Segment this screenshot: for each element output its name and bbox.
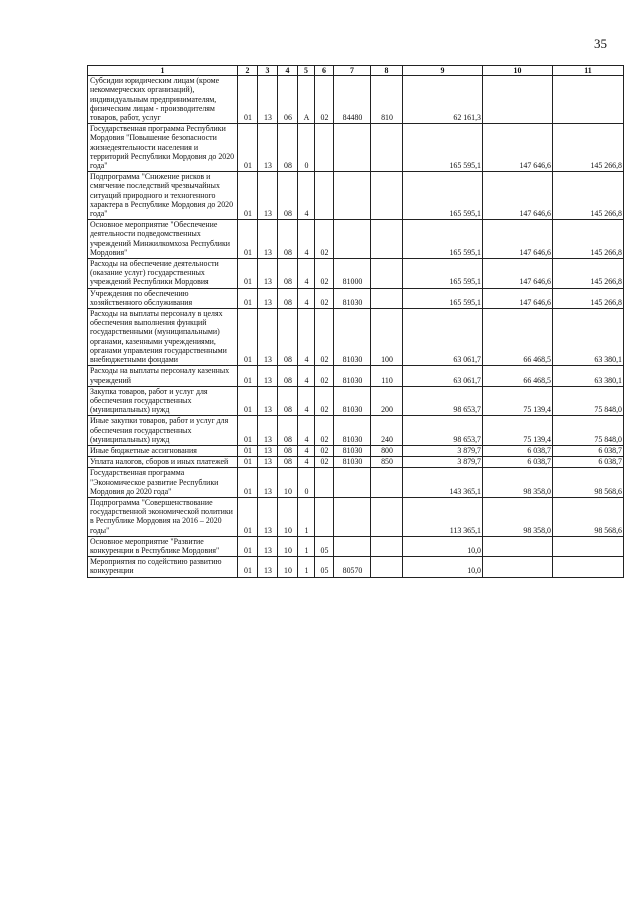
row-value-cell: 13 xyxy=(258,76,278,124)
row-value-cell: 63 061,7 xyxy=(403,309,483,366)
row-value-cell: 13 xyxy=(258,309,278,366)
row-value-cell: 13 xyxy=(258,124,278,172)
table-row xyxy=(88,172,624,220)
row-value-cell: 13 xyxy=(258,288,278,308)
row-value-cell: 145 266,8 xyxy=(553,220,624,259)
row-value-cell: 200 xyxy=(371,386,403,416)
row-value-cell xyxy=(371,497,403,536)
row-value-cell xyxy=(483,536,553,556)
table-row xyxy=(88,220,624,259)
row-value-cell: 13 xyxy=(258,457,278,468)
row-value-cell: 01 xyxy=(238,76,258,124)
row-name-cell: Подпрограмма "Снижение рисков и смягчение последствий чрезвычайных ситуаций природного и техногенного характера в Республике Мордовия до 2020 года" xyxy=(88,172,238,220)
row-value-cell: 98 358,0 xyxy=(483,468,553,498)
row-value-cell: 01 xyxy=(238,309,258,366)
row-value-cell xyxy=(483,76,553,124)
row-value-cell: 66 468,5 xyxy=(483,309,553,366)
row-value-cell xyxy=(334,468,371,498)
row-value-cell xyxy=(553,536,624,556)
row-value-cell: 01 xyxy=(238,445,258,456)
row-value-cell: А xyxy=(298,76,315,124)
row-value-cell: 81030 xyxy=(334,457,371,468)
row-value-cell: 3 879,7 xyxy=(403,445,483,456)
row-value-cell: 08 xyxy=(278,445,298,456)
row-value-cell: 147 646,6 xyxy=(483,259,553,289)
row-value-cell: 08 xyxy=(278,288,298,308)
row-name-cell: Учреждения по обеспечению хозяйственного обслуживания xyxy=(88,288,238,308)
row-value-cell: 08 xyxy=(278,172,298,220)
row-value-cell: 0 xyxy=(298,124,315,172)
row-value-cell: 800 xyxy=(371,445,403,456)
row-value-cell xyxy=(315,468,334,498)
row-name-cell: Основное мероприятие "Развитие конкуренции в Республике Мордовия" xyxy=(88,536,238,556)
row-value-cell: 165 595,1 xyxy=(403,288,483,308)
row-value-cell xyxy=(334,220,371,259)
row-value-cell: 01 xyxy=(238,416,258,446)
row-value-cell: 02 xyxy=(315,259,334,289)
row-value-cell: 1 xyxy=(298,497,315,536)
table-row xyxy=(88,536,624,556)
row-value-cell: 62 161,3 xyxy=(403,76,483,124)
row-value-cell: 08 xyxy=(278,124,298,172)
row-name-cell: Субсидии юридическим лицам (кроме некоммерческих организаций), индивидуальным предпринимателям, физическим лицам - производителям товаров, работ, услуг xyxy=(88,76,238,124)
row-value-cell: 13 xyxy=(258,386,278,416)
column-header: 5 xyxy=(298,66,315,76)
table-row xyxy=(88,416,624,446)
row-value-cell: 02 xyxy=(315,76,334,124)
row-value-cell xyxy=(371,288,403,308)
row-value-cell: 4 xyxy=(298,259,315,289)
row-value-cell xyxy=(315,172,334,220)
row-value-cell: 02 xyxy=(315,457,334,468)
row-value-cell: 0 xyxy=(298,468,315,498)
column-header: 7 xyxy=(334,66,371,76)
row-value-cell: 145 266,8 xyxy=(553,172,624,220)
row-value-cell: 100 xyxy=(371,309,403,366)
row-value-cell: 165 595,1 xyxy=(403,124,483,172)
row-value-cell: 84480 xyxy=(334,76,371,124)
row-value-cell: 01 xyxy=(238,386,258,416)
row-value-cell: 01 xyxy=(238,366,258,386)
row-value-cell: 98 568,6 xyxy=(553,468,624,498)
row-value-cell: 01 xyxy=(238,259,258,289)
row-value-cell: 4 xyxy=(298,288,315,308)
row-value-cell: 165 595,1 xyxy=(403,259,483,289)
row-value-cell: 05 xyxy=(315,536,334,556)
row-value-cell: 4 xyxy=(298,172,315,220)
row-value-cell: 10,0 xyxy=(403,557,483,577)
row-value-cell: 113 365,1 xyxy=(403,497,483,536)
row-value-cell xyxy=(371,536,403,556)
row-value-cell: 75 139,4 xyxy=(483,416,553,446)
row-value-cell xyxy=(371,557,403,577)
row-value-cell: 66 468,5 xyxy=(483,366,553,386)
row-value-cell: 98 358,0 xyxy=(483,497,553,536)
row-value-cell: 1 xyxy=(298,536,315,556)
row-name-cell: Основное мероприятие "Обеспечение деятельности подведомственных учреждений Минжилкомхоза Республики Мордовия" xyxy=(88,220,238,259)
column-header: 6 xyxy=(315,66,334,76)
row-value-cell: 01 xyxy=(238,468,258,498)
row-value-cell: 3 879,7 xyxy=(403,457,483,468)
row-value-cell xyxy=(371,220,403,259)
row-value-cell: 6 038,7 xyxy=(483,457,553,468)
row-value-cell: 165 595,1 xyxy=(403,172,483,220)
column-header: 1 xyxy=(88,66,238,76)
row-value-cell: 240 xyxy=(371,416,403,446)
row-value-cell: 4 xyxy=(298,416,315,446)
row-value-cell: 08 xyxy=(278,386,298,416)
row-value-cell: 08 xyxy=(278,309,298,366)
row-value-cell: 145 266,8 xyxy=(553,288,624,308)
row-name-cell: Иные бюджетные ассигнования xyxy=(88,445,238,456)
row-value-cell: 08 xyxy=(278,457,298,468)
row-value-cell: 75 848,0 xyxy=(553,386,624,416)
row-value-cell xyxy=(483,557,553,577)
row-value-cell: 6 038,7 xyxy=(553,445,624,456)
row-name-cell: Уплата налогов, сборов и иных платежей xyxy=(88,457,238,468)
row-value-cell: 02 xyxy=(315,445,334,456)
budget-table xyxy=(87,65,624,578)
row-value-cell: 02 xyxy=(315,309,334,366)
row-value-cell: 145 266,8 xyxy=(553,124,624,172)
row-value-cell xyxy=(371,468,403,498)
row-value-cell: 4 xyxy=(298,220,315,259)
row-value-cell xyxy=(553,76,624,124)
row-value-cell: 165 595,1 xyxy=(403,220,483,259)
row-value-cell: 81030 xyxy=(334,445,371,456)
row-value-cell: 13 xyxy=(258,259,278,289)
row-value-cell: 13 xyxy=(258,172,278,220)
row-value-cell xyxy=(334,172,371,220)
row-value-cell: 143 365,1 xyxy=(403,468,483,498)
row-name-cell: Государственная программа Республики Мордовия "Повышение безопасности жизнедеятельности населения и территорий Республики Мордовия до 2020 года" xyxy=(88,124,238,172)
table-row xyxy=(88,76,624,124)
row-value-cell xyxy=(334,536,371,556)
row-value-cell: 81030 xyxy=(334,366,371,386)
table-body xyxy=(88,76,624,577)
row-value-cell xyxy=(315,124,334,172)
row-value-cell: 13 xyxy=(258,416,278,446)
column-header: 10 xyxy=(483,66,553,76)
column-header: 4 xyxy=(278,66,298,76)
row-value-cell: 4 xyxy=(298,445,315,456)
row-value-cell: 4 xyxy=(298,366,315,386)
row-value-cell: 06 xyxy=(278,76,298,124)
row-value-cell: 13 xyxy=(258,497,278,536)
row-value-cell: 13 xyxy=(258,557,278,577)
row-value-cell: 75 139,4 xyxy=(483,386,553,416)
column-header: 3 xyxy=(258,66,278,76)
row-value-cell: 4 xyxy=(298,309,315,366)
row-value-cell: 13 xyxy=(258,366,278,386)
column-header: 8 xyxy=(371,66,403,76)
table-row xyxy=(88,259,624,289)
row-name-cell: Расходы на выплаты персоналу казенных учреждений xyxy=(88,366,238,386)
row-value-cell: 147 646,6 xyxy=(483,124,553,172)
row-name-cell: Закупка товаров, работ и услуг для обеспечения государственных (муниципальных) нужд xyxy=(88,386,238,416)
row-value-cell: 81030 xyxy=(334,309,371,366)
row-value-cell: 145 266,8 xyxy=(553,259,624,289)
table-row xyxy=(88,468,624,498)
row-value-cell: 81030 xyxy=(334,288,371,308)
row-value-cell: 850 xyxy=(371,457,403,468)
row-value-cell: 4 xyxy=(298,386,315,416)
row-value-cell: 08 xyxy=(278,259,298,289)
row-value-cell: 63 380,1 xyxy=(553,366,624,386)
table-row xyxy=(88,445,624,456)
table-row xyxy=(88,497,624,536)
table-row xyxy=(88,386,624,416)
row-value-cell: 02 xyxy=(315,366,334,386)
page-number: 35 xyxy=(594,36,607,51)
row-value-cell xyxy=(334,497,371,536)
row-value-cell: 80570 xyxy=(334,557,371,577)
table-row xyxy=(88,557,624,577)
row-value-cell xyxy=(371,172,403,220)
row-value-cell xyxy=(553,557,624,577)
column-header: 11 xyxy=(553,66,624,76)
table-row xyxy=(88,366,624,386)
row-value-cell xyxy=(315,497,334,536)
row-value-cell: 147 646,6 xyxy=(483,220,553,259)
row-value-cell: 13 xyxy=(258,220,278,259)
row-value-cell: 10,0 xyxy=(403,536,483,556)
row-value-cell: 02 xyxy=(315,220,334,259)
row-value-cell: 98 568,6 xyxy=(553,497,624,536)
table-row xyxy=(88,288,624,308)
row-value-cell: 81030 xyxy=(334,386,371,416)
row-name-cell: Иные закупки товаров, работ и услуг для обеспечения государственных (муниципальных) нужд xyxy=(88,416,238,446)
row-value-cell: 98 653,7 xyxy=(403,386,483,416)
row-value-cell: 05 xyxy=(315,557,334,577)
row-value-cell: 10 xyxy=(278,557,298,577)
row-value-cell: 02 xyxy=(315,288,334,308)
row-value-cell: 02 xyxy=(315,416,334,446)
row-value-cell: 08 xyxy=(278,220,298,259)
row-value-cell: 98 653,7 xyxy=(403,416,483,446)
column-header: 2 xyxy=(238,66,258,76)
row-value-cell: 81000 xyxy=(334,259,371,289)
table-row xyxy=(88,457,624,468)
row-value-cell: 63 380,1 xyxy=(553,309,624,366)
row-value-cell: 10 xyxy=(278,536,298,556)
row-value-cell: 02 xyxy=(315,386,334,416)
row-value-cell: 4 xyxy=(298,457,315,468)
row-value-cell: 6 038,7 xyxy=(553,457,624,468)
row-value-cell: 6 038,7 xyxy=(483,445,553,456)
row-name-cell: Расходы на выплаты персоналу в целях обеспечения выполнения функций государственными (муниципальными) органами, казенными учреждениями, органами управления государственными внебюджетными фондами xyxy=(88,309,238,366)
row-value-cell xyxy=(371,124,403,172)
row-value-cell: 81030 xyxy=(334,416,371,446)
row-name-cell: Расходы на обеспечение деятельности (оказание услуг) государственных учреждений Республики Мордовия xyxy=(88,259,238,289)
row-value-cell: 10 xyxy=(278,497,298,536)
row-value-cell: 147 646,6 xyxy=(483,288,553,308)
row-value-cell xyxy=(371,259,403,289)
row-value-cell: 01 xyxy=(238,172,258,220)
row-value-cell: 1 xyxy=(298,557,315,577)
row-value-cell xyxy=(334,124,371,172)
row-value-cell: 63 061,7 xyxy=(403,366,483,386)
table-row xyxy=(88,124,624,172)
row-value-cell: 13 xyxy=(258,445,278,456)
row-value-cell: 01 xyxy=(238,124,258,172)
row-value-cell: 147 646,6 xyxy=(483,172,553,220)
row-value-cell: 08 xyxy=(278,366,298,386)
row-value-cell: 13 xyxy=(258,468,278,498)
row-value-cell: 01 xyxy=(238,557,258,577)
header-row xyxy=(88,66,624,76)
column-header: 9 xyxy=(403,66,483,76)
row-name-cell: Государственная программа "Экономическое развитие Республики Мордовия до 2020 года" xyxy=(88,468,238,498)
row-value-cell: 75 848,0 xyxy=(553,416,624,446)
row-value-cell: 810 xyxy=(371,76,403,124)
row-value-cell: 01 xyxy=(238,457,258,468)
table-row xyxy=(88,309,624,366)
row-name-cell: Мероприятия по содействию развитию конкуренции xyxy=(88,557,238,577)
row-value-cell: 01 xyxy=(238,288,258,308)
row-value-cell: 01 xyxy=(238,497,258,536)
row-value-cell: 13 xyxy=(258,536,278,556)
row-value-cell: 01 xyxy=(238,536,258,556)
row-value-cell: 10 xyxy=(278,468,298,498)
row-value-cell: 08 xyxy=(278,416,298,446)
row-value-cell: 01 xyxy=(238,220,258,259)
row-name-cell: Подпрограмма "Совершенствование государственной экономической политики в Республике Мордовия на 2016 – 2020 годы" xyxy=(88,497,238,536)
row-value-cell: 110 xyxy=(371,366,403,386)
